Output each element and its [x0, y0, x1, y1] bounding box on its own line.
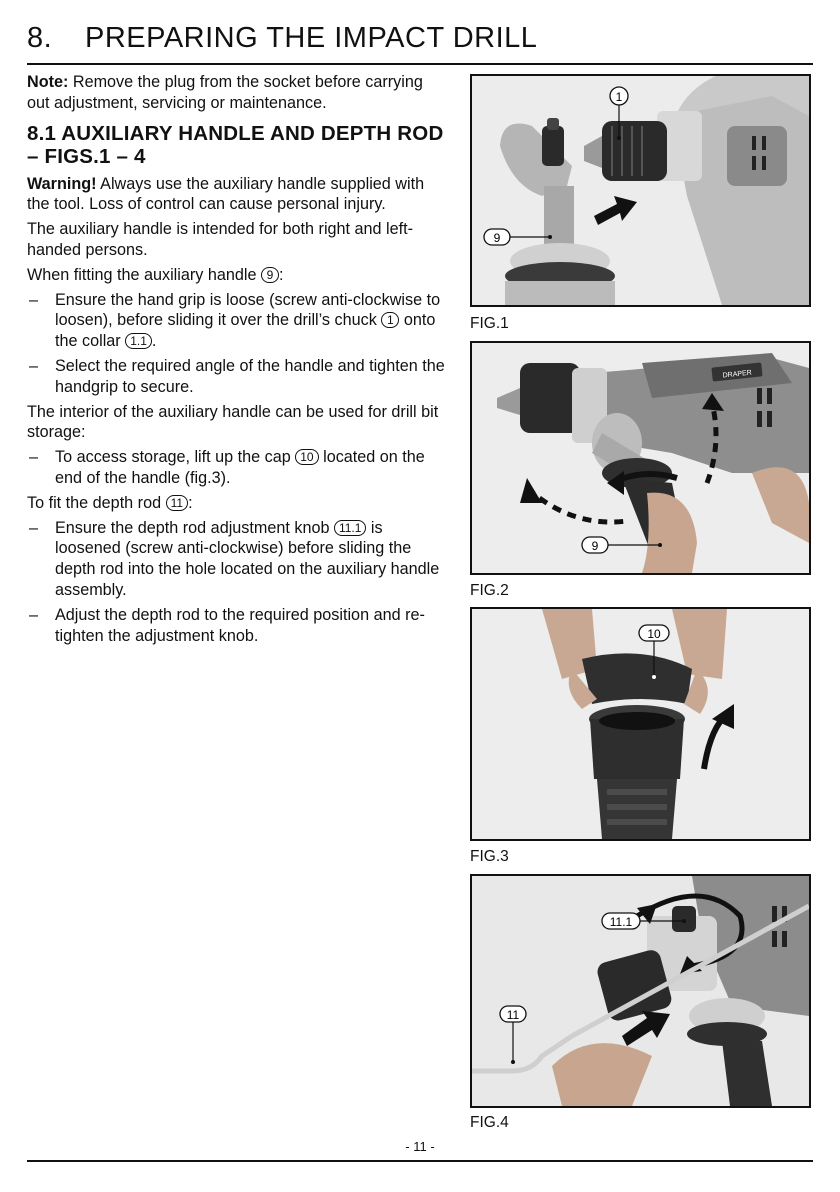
list-item: – Ensure the hand grip is loose (screw anti-clockwise to loosen), before sliding it over the drill’s chuck 1 onto the collar 1.1 .: [29, 290, 441, 351]
brand-label: DRAPER: [722, 369, 753, 380]
ref-callout: 1.1: [125, 333, 152, 349]
warning-label: Warning!: [27, 174, 97, 193]
header-rule: [27, 63, 813, 65]
paragraph-fitting-intro: When fitting the auxiliary handle 9 :: [27, 265, 284, 284]
ref-callout: 11.1: [334, 520, 366, 536]
list-item: – To access storage, lift up the cap 10 located on the end of the handle (fig.3).: [29, 448, 425, 487]
ref-callout: 1: [381, 312, 399, 328]
note-paragraph: [27, 72, 445, 114]
note-text: Remove the plug from the socket before carrying out adjustment, servicing or maintenance.: [27, 73, 423, 112]
callout-label: 11.1: [609, 915, 633, 929]
page-number: - 11 -: [405, 1139, 435, 1154]
list-item-text: Ensure the depth rod adjustment knob: [55, 518, 330, 537]
section-number: 8.: [27, 22, 53, 54]
list-item-text: To access storage, lift up the cap: [55, 448, 291, 467]
footer-rule: [27, 1160, 813, 1162]
list-item-text: onto the collar: [55, 311, 436, 351]
callout-label: 11: [506, 1008, 520, 1022]
section-heading: 8.1 AUXILIARY HANDLE AND DEPTH ROD – FIGS.1 – 4: [27, 121, 444, 168]
list-item: – Ensure the depth rod adjustment knob 11.1 is loosened (screw anti-clockwise) before sliding the depth rod into the hole located on the auxiliary handle assembly.: [29, 518, 440, 599]
paragraph-storage: The interior of the auxiliary handle can be used for drill bit storage:: [27, 402, 439, 442]
list-item-text: is loosened (screw anti-clockwise) before sliding the depth rod into the hole located on the auxiliary handle assembly.: [55, 518, 440, 599]
figure-3-photo: [470, 607, 811, 841]
figure-1-photo: [470, 74, 811, 307]
callout-label: 10: [647, 627, 661, 641]
depth-intro-text: To fit the depth rod: [27, 493, 162, 512]
list-item-text: Adjust the depth rod to the required position and re-tighten the adjustment knob.: [55, 605, 425, 645]
figure-4-caption: FIG.4: [470, 1114, 509, 1131]
body-text: [27, 72, 445, 646]
warning-paragraph: [27, 174, 445, 216]
list-item-text: Select the required angle of the handle and tighten the handgrip to secure.: [55, 356, 445, 396]
figure-2-caption: FIG.2: [470, 582, 509, 599]
figure-1-caption: FIG.1: [470, 315, 509, 332]
ref-callout: 11: [166, 495, 188, 511]
paragraph-handedness: The auxiliary handle is intended for both right and left-handed persons.: [27, 220, 414, 259]
callout-label: 9: [493, 231, 501, 245]
list-item-text: located on the end of the handle (fig.3).: [55, 448, 425, 487]
warning-text: Always use the auxiliary handle supplied with the tool. Loss of control can cause personal injury.: [27, 174, 425, 214]
figure-4-photo: [470, 874, 811, 1108]
page-title: [27, 22, 537, 55]
list-item: – Adjust the depth rod to the required position and re-tighten the adjustment knob.: [29, 605, 425, 645]
note-label: Note:: [27, 73, 69, 91]
callout-label: 1: [615, 90, 623, 104]
paragraph-depth-intro: To fit the depth rod 11 :: [27, 493, 193, 512]
ref-callout: 9: [261, 267, 279, 283]
list-item-text: Ensure the hand grip is loose (screw anti-clockwise to loosen), before sliding it over the drill’s chuck: [55, 290, 441, 330]
section-title: PREPARING THE IMPACT DRILL: [85, 22, 538, 54]
ref-callout: 10: [295, 449, 318, 465]
list-item: – Select the required angle of the handle and tighten the handgrip to secure.: [29, 356, 445, 396]
fitting-intro-text: When fitting the auxiliary handle: [27, 265, 257, 284]
figure-2-photo: [470, 341, 811, 575]
callout-label: 9: [591, 539, 599, 553]
figure-3-caption: FIG.3: [470, 848, 509, 865]
